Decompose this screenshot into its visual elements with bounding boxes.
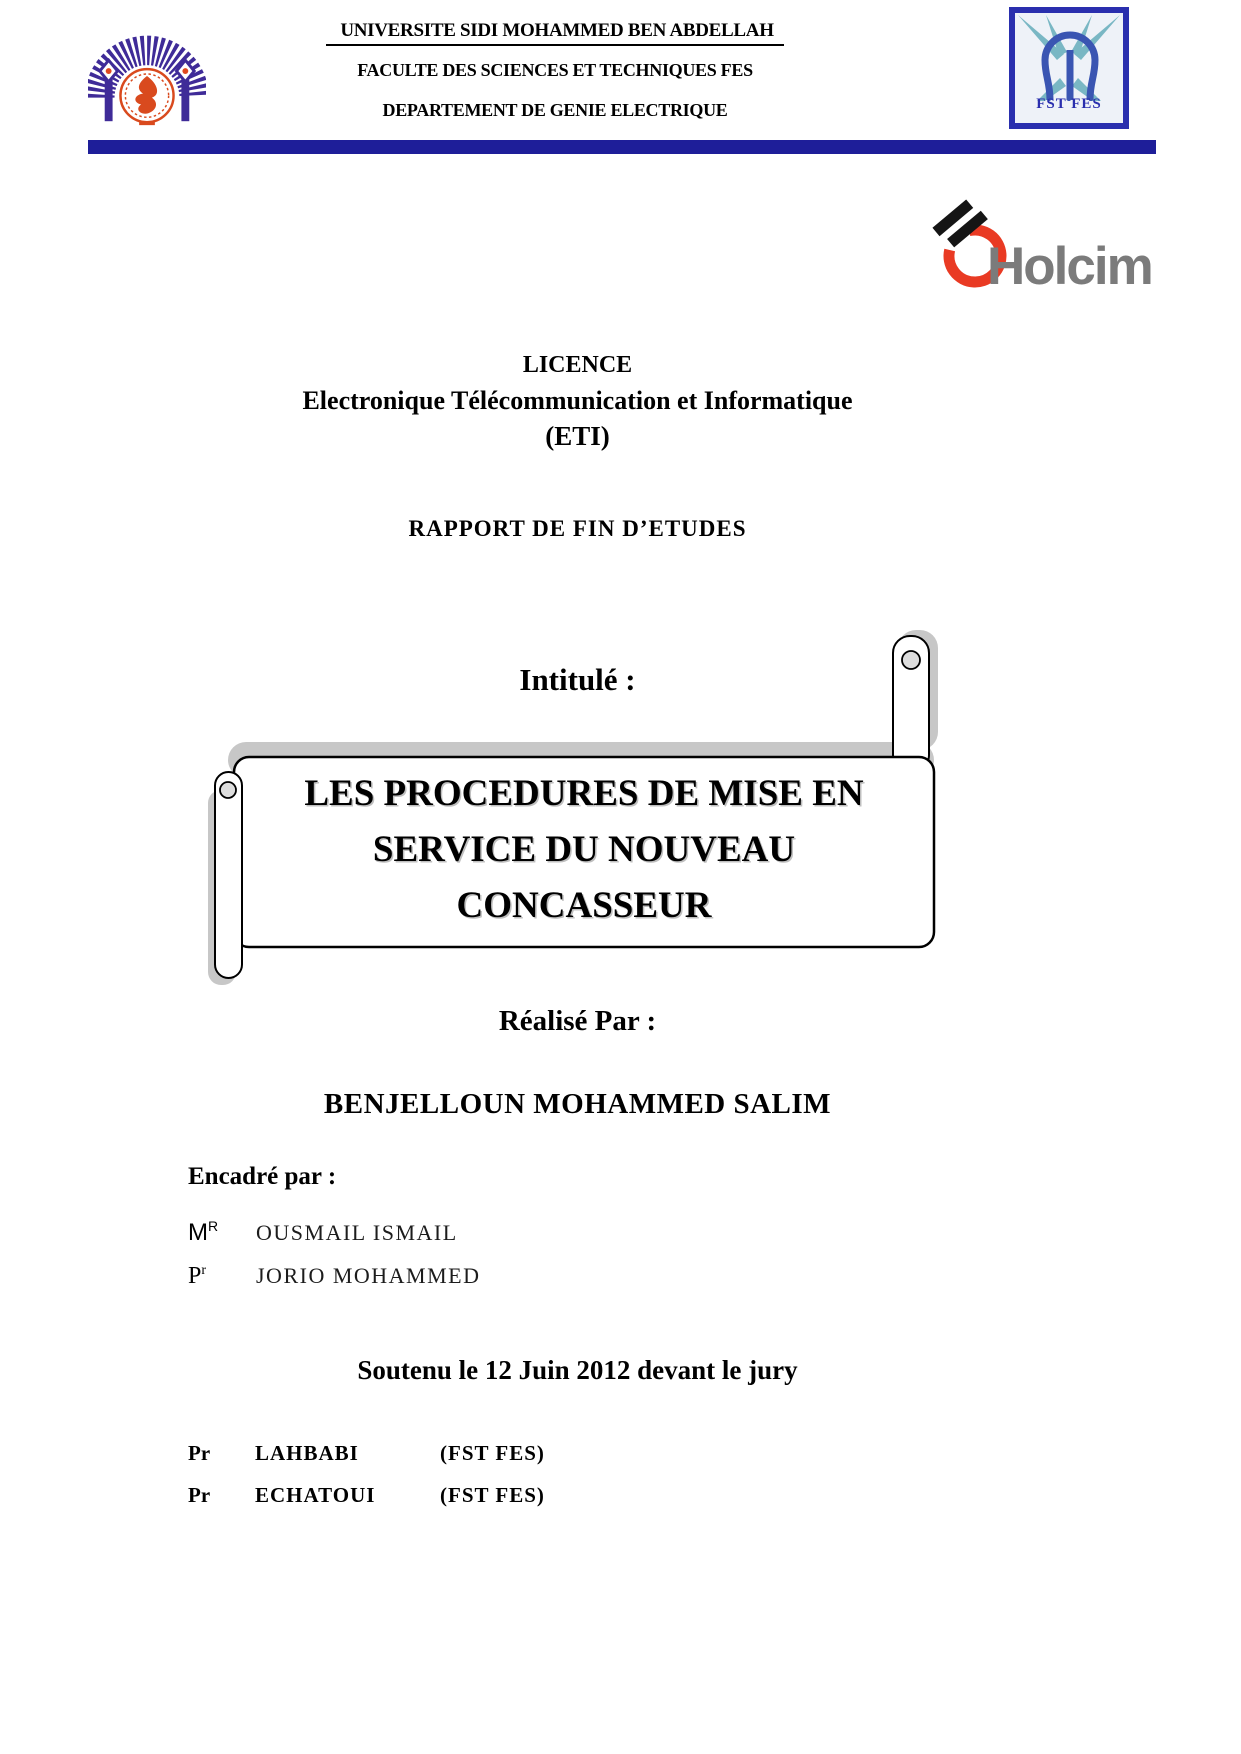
report-title-line2: SERVICE DU NOUVEAU — [372, 829, 796, 870]
jury-row — [188, 1441, 545, 1466]
header-faculty-line: FACULTE DES SCIENCES ET TECHNIQUES FES — [357, 60, 753, 80]
supervisors-label: Encadré par : — [188, 1163, 337, 1190]
report-type: RAPPORT DE FIN D’ETUDES — [408, 516, 747, 541]
supervisor-name: JORIO MOHAMMED — [256, 1263, 481, 1288]
defense-line: Soutenu le 12 Juin 2012 devant le jury — [357, 1355, 798, 1385]
jury-member-title: Pr — [188, 1441, 211, 1465]
supervisor-row — [188, 1263, 481, 1290]
supervisor-name: OUSMAIL ISMAIL — [256, 1220, 458, 1245]
degree-abbreviation: (ETI) — [545, 421, 610, 451]
jury-row — [188, 1483, 545, 1508]
holcim-logo — [925, 196, 1165, 311]
fst-fes-logo — [1008, 6, 1130, 135]
holcim-wordmark: Holcim — [987, 237, 1152, 296]
university-emblem-icon — [88, 12, 206, 136]
title-label: Intitulé : — [519, 662, 636, 697]
degree-level: LICENCE — [522, 352, 633, 378]
jury-member-name: ECHATOUI — [255, 1483, 376, 1507]
author-name: BENJELLOUN MOHAMMED SALIM — [323, 1088, 832, 1120]
header-department-line: DEPARTEMENT DE GENIE ELECTRIQUE — [382, 100, 728, 120]
degree-program: Electronique Télécommunication et Informatique — [302, 386, 853, 415]
header-divider-bar — [88, 140, 1156, 154]
header-university-line: UNIVERSITE SIDI MOHAMMED BEN ABDELLAH — [230, 20, 880, 42]
supervisor-row — [188, 1218, 458, 1247]
report-title-line1: LES PROCEDURES DE MISE EN — [304, 773, 864, 814]
jury-member-title: Pr — [188, 1483, 211, 1507]
university-emblem-logo — [88, 12, 206, 141]
supervisor-title: $P^r$ — [188, 1263, 207, 1289]
fst-fes-logo-label: FST FES — [1036, 96, 1102, 112]
supervisor-title: $M^R$ — [188, 1218, 219, 1246]
author-label: Réalisé Par : — [498, 1005, 657, 1037]
jury-member-affiliation: (FST FES) — [440, 1441, 545, 1465]
report-title-line3: CONCASSEUR — [456, 885, 712, 926]
jury-member-name: LAHBABI — [255, 1441, 359, 1465]
report-title — [236, 766, 932, 934]
jury-member-affiliation: (FST FES) — [440, 1483, 545, 1507]
